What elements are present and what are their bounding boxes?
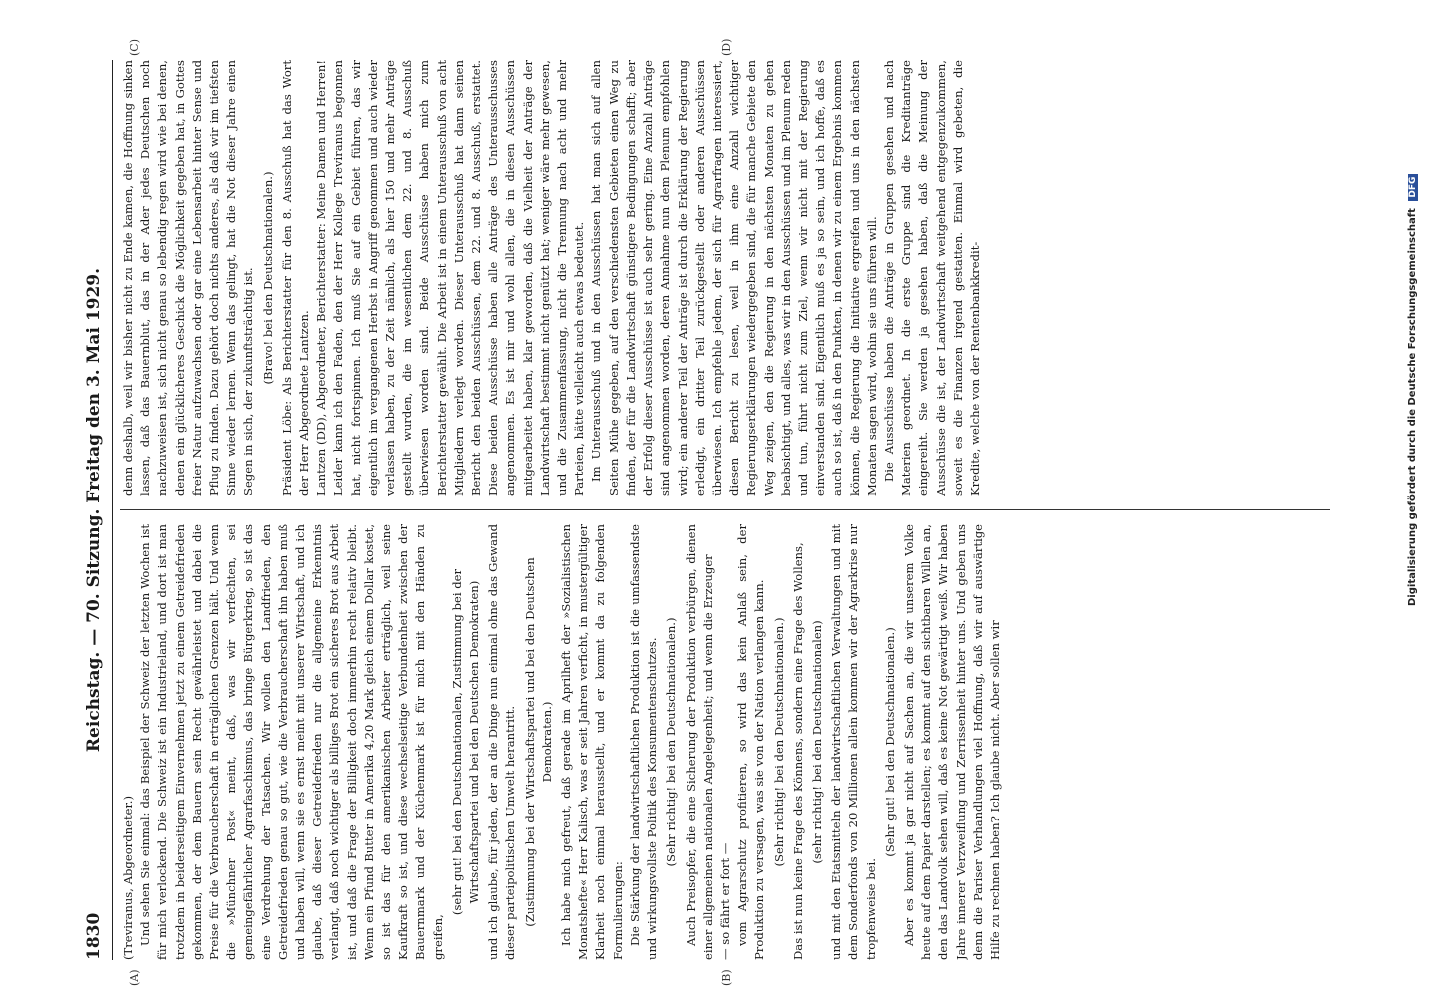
speaker-paragraph: Präsident Löbe: Als Berichterstatter für den 8. Ausschuß hat das Wort der Herr Abgeordnete Lantzen. [279, 60, 312, 496]
funding-note [1407, 6, 1418, 606]
paragraph: Und sehen Sie einmal: das Beispiel der Schweiz der letzten Wochen ist für mich verlockend. Die Schweiz ist ein Industrieland, und dort ist man trotzdem in beiderseitigem Einvernehmen jetzt zu einem Getreidefrieden gekommen, der dem Bauern sein Recht gewährleistet und dabei die Preise für die Verbraucherschaft in erträglichen Grenzen hält. Und wenn die »Münchner Post« meint, daß, was wir verfechten, sei gemeingefährlicher Agrarfaschismus, das bringe Bürgerkrieg, so ist das eine Verdrehung der Tatsachen. Wir wollen den Landfrieden, den Getreidefrieden genau so gut, wie die Verbraucherschaft ihn haben muß und haben will, wenn sie es ernst meint mit unserer Wirtschaft, und ich glaube, daß dieser Getreidefrieden nur die allgemeine Erkenntnis verlangt, daß noch wichtiger als billiges Brot ein sicheres Brot aus Arbeit ist, und daß die Frage der Billigkeit doch immerhin recht relativ bleibt. Wenn ein Pfund Butter in Amerika 4,20 Mark gleich einem Dollar kostet, so ist das für den amerikanischen Arbeiter erträglich, weil seine Kaufkraft so ist, und diese wechselseitige Verbundenheit zwischen der Bauernmark und der Küchenmark ist für mich mit den Händen zu greifen, [138, 524, 445, 960]
paragraph: Im Unterausschuß und in den Ausschüssen hat man sich auf allen Seiten Mühe gegeben, auf den verschiedensten Gebieten einen Weg zu finden, der für die Landwirtschaft günstigere Bedingungen schafft; aber der Erfolg dieser Ausschüsse ist auch sehr gering. Eine Anzahl Anträge sind angenommen worden, deren Annahme nun dem Plenum empfohlen wird; ein anderer Teil der Anträge ist durch die Erklärung der Regierung erledigt, ein dritter Teil zurückgestellt oder anderen Ausschüssen überwiesen. Ich empfehle jedem, der sich für Agrarfragen interessiert, diesen Bericht zu lesen, weil in ihm eine Anzahl wichtiger Regierungserklärungen wiedergegeben sind, die für manche Gebiete den Weg zeigen, den die Regierung in den nächsten Monaten zu gehen beabsichtigt, und alles, was wir in den Ausschüssen und im Plenum reden und tun, führt nicht zum Ziel, wenn wir nicht mit der Regierung einverstanden sind. Eigentlich muß es ja so sein, und ich hoffe, daß es auch so ist, daß in den Punkten, in denen wir zu einem Ergebnis kommen können, die Regierung die Initiative ergreifen und uns in den nächsten Monaten sagen wird, wohin sie uns führen will. [589, 60, 879, 496]
paragraph: Die Stärkung der landwirtschaftlichen Produktion ist die umfassendste und wirkungsvollste Politik des Konsumentenschutzes. [627, 524, 660, 960]
page-number: 1830 [84, 912, 104, 960]
paragraph: Auch Preisopfer, die eine Sicherung der Produktion verbürgen, dienen einer allgemeinen nationalen Angelegenheit; und wenn die Erzeuger [683, 524, 715, 960]
column-divider [120, 509, 1330, 510]
paragraph: — so fährt er fort — [717, 842, 732, 960]
speaker-paragraph: Lantzen (DD), Abgeordneter, Berichterstatter: Meine Damen und Herren! Leider kann ich den Faden, den der Herr Kollege Treviranus begonnen hat, nicht fortspinnen. Ich muß Sie auf ein Gebiet führen, das wir eigentlich im vergangenen Herbst in Angriff genommen und auch wieder verlassen haben, zu der Zeit nämlich, als hier 150 und mehr Anträge gestellt wurden, die im wesentlichen dem 22. und 8. Ausschuß überwiesen worden sind. Beide Ausschüsse haben mich zum Berichterstatter gewählt. Die Arbeit ist in einem Unterausschuß von acht Mitgliedern verlegt worden. Dieser Unterausschuß hat dann seinen Bericht den beiden Ausschüssen, dem 22. und 8. Ausschuß, erstattet. Diese beiden Ausschüsse haben alle Anträge des Unterausschusses angenommen. Es ist mir und wohl allen, die in diesen Ausschüssen mitgearbeitet haben, klar geworden, daß die Vielheit der Anträge der Landwirtschaft bestimmt nicht genützt hat; weniger wäre mehr gewesen, und die Zusammenfassung, nicht die Trennung nach acht und mehr Parteien, hätte vielleicht auch etwas bedeutet. [314, 60, 587, 496]
interjection: (sehr gut! bei den Deutschnationalen, Zustimmung bei der Wirtschaftspartei und bei den Deutschen Demokraten) [449, 568, 482, 916]
paragraph: Das ist nun keine Frage des Könnens, sondern eine Frage des Wollens, [790, 542, 805, 960]
paragraph: denn deshalb, weil wir bisher nicht zu Ende kamen, die Hoffnung sinken lassen, daß das Bauernblut, das in der Ader jedes Deutschen noch nachzuweisen ist, sich nicht genau so lebendig regen wird wie bei denen, denen ein glücklicheres Geschick die Möglichkeit gegeben hat, in Gottes freier Natur aufzuwachsen oder gar eine Lebensarbeit hinter Sense und Pflug zu finden. Dazu gehört doch nichts anderes, als daß wir im tiefsten Sinne wieder lernen. Wenn das gelingt, hat die Not dieser Jahre einen Segen in sich, der zukunftsträchtig ist. [121, 60, 256, 496]
right-column [120, 60, 1330, 496]
interjection: (sehr richtig! bei den Deutschnationalen) [809, 620, 824, 864]
paragraph: vom Agrarschutz profitieren, so wird das kein Anlaß sein, der Produktion zu versagen, was sie von der Nation verlangen kann. [735, 524, 767, 960]
margin-marker-b: (B) [720, 969, 733, 986]
funding-text: Digitalisierung gefördert durch die Deutsche Forschungsgemeinschaft [1407, 208, 1418, 606]
paragraph: Die Ausschüsse haben die Anträge in Gruppen gesehen und nach Materien geordnet. In die erste Gruppe sind die Kreditanträge eingereiht. Sie werden ja gesehen haben, daß die Meinung der Ausschüsse die ist, der Landwirtschaft weitgehend entgegenzukommen, soweit es die Finanzen irgend gestatten. Einmal wird gebeten, die Kredite, welche von der Rentenbankkredit- [881, 60, 982, 496]
paragraph: und mit den Etatsmitteln der landwirtschaftlichen Verwaltungen und mit dem Sonderfonds von 20 Millionen allein kommen wir der Agrarkrise nur tropfenweise bei. [829, 524, 878, 960]
paragraph: Aber es kommt ja gar nicht auf Sachen an, die wir unserem Volke heute auf dem Papier darstellen; es kommt auf den sichtbaren Willen an, den das Landvolk sehen will, daß es keine Not gewärtigt weiß. Wir haben Jahre innerer Verzweiflung und Zerrissenheit hinter uns. Und geben uns denn die Pariser Verhandlungen viel Hoffnung, daß wir auf auswärtige Hilfe zu rechnen haben? Ich glaube nicht. Aber sollen wir [901, 524, 1002, 960]
margin-marker-d: (D) [720, 38, 733, 56]
paragraph: und ich glaube, für jeden, der an die Dinge nun einmal ohne das Gewand dieser parteipolitischen Umwelt herantritt. [486, 524, 518, 960]
margin-marker-a: (A) [128, 969, 141, 986]
digitization-stamp [1407, 6, 1433, 606]
speaker-paragraph: (Treviranus, Abgeordneter.) [121, 796, 135, 960]
margin-marker-c: (C) [128, 39, 141, 56]
left-column [120, 524, 1330, 960]
page-header [80, 60, 113, 960]
dfg-logo: DFG [1408, 174, 1418, 201]
interjection: (Zustimmung bei der Wirtschaftspartei und bei den Deutschen Demokraten.) [522, 557, 554, 927]
page-title: Reichstag. — 70. Sitzung. Freitag den 3. Mai 1929. [84, 267, 104, 753]
interjection: (Sehr gut! bei den Deutschnationalen.) [882, 627, 897, 857]
paragraph: Ich habe mich gefreut, daß gerade im Aprilheft der »Sozialistischen Monatshefte« Herr Kalisch, was er seit Jahren verficht, in mustergültiger Klarheit noch einmal herausstellt, und er kommt da zu folgenden Formulierungen: [559, 524, 625, 960]
interjection: (Sehr richtig! bei den Deutschnationalen.) [771, 617, 786, 867]
interjection: (Bravo! bei den Deutschnationalen.) [260, 171, 275, 385]
rotated-page [80, 38, 1340, 986]
interjection: (Sehr richtig! bei den Deutschnationalen.) [664, 617, 679, 867]
